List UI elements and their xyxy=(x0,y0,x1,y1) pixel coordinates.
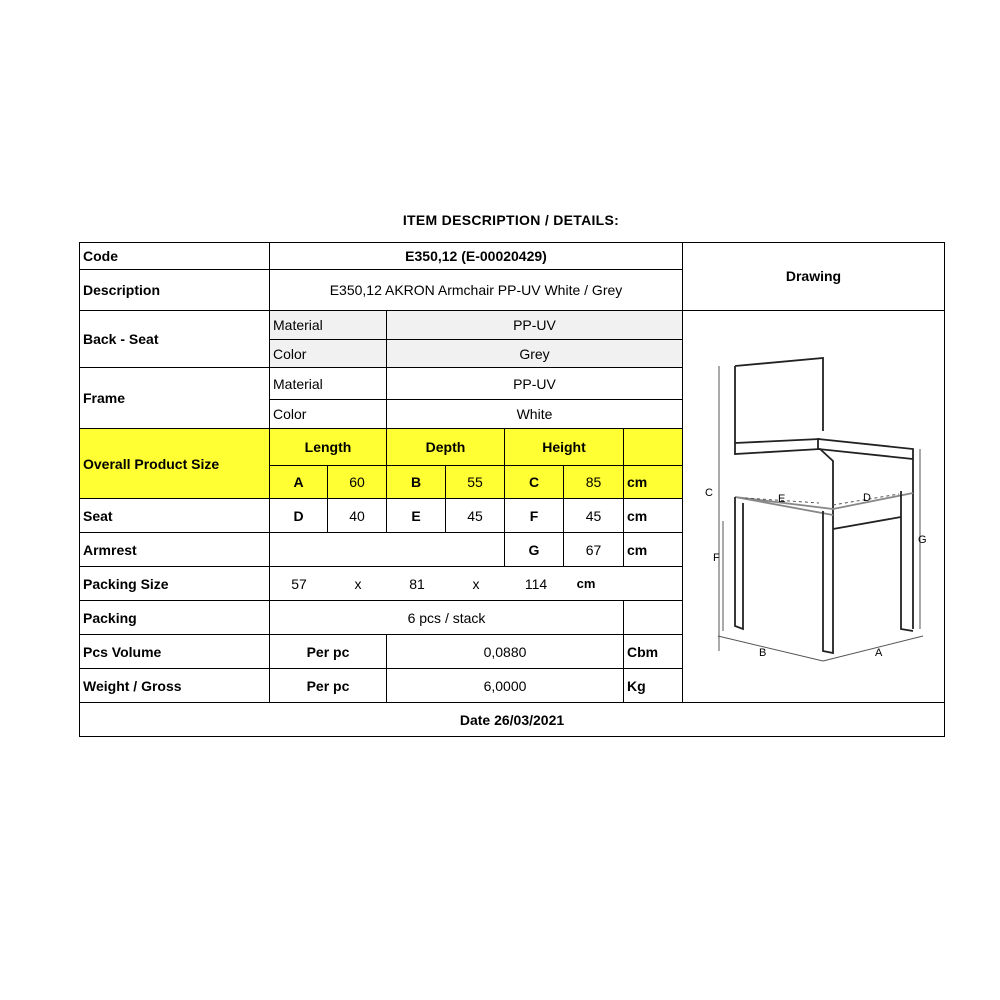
packing-value: 6 pcs / stack xyxy=(270,601,624,635)
pcs-volume-per: Per pc xyxy=(270,635,387,669)
pcs-volume-value: 0,0880 xyxy=(387,635,624,669)
back-seat-color-value: Grey xyxy=(387,340,683,368)
packing-x-1: x xyxy=(354,575,362,592)
code-value: E350,12 (E-00020429) xyxy=(270,243,683,270)
height-label: Height xyxy=(505,429,624,466)
drawing-letter-g: G xyxy=(918,534,927,546)
date-value: Date 26/03/2021 xyxy=(80,703,945,737)
dim-c-label: C xyxy=(505,466,564,499)
dimension-line-b xyxy=(718,636,823,661)
drawing-letter-f: F xyxy=(713,552,720,564)
back-seat-material-row xyxy=(80,311,945,340)
drawing-letter-e: E xyxy=(778,493,786,505)
date-row xyxy=(80,703,945,737)
dim-g-value: 67 xyxy=(564,533,624,567)
description-value: E350,12 AKRON Armchair PP-UV White / Grey xyxy=(270,270,683,311)
dim-b-value: 55 xyxy=(446,466,505,499)
frame-material-label: Material xyxy=(270,368,387,400)
drawing-letter-d: D xyxy=(863,492,871,504)
frame-label: Frame xyxy=(80,368,270,429)
packing-size-values xyxy=(270,567,683,601)
chair-drawing xyxy=(683,311,945,699)
back-right-leg xyxy=(901,491,913,631)
packing-empty-cell xyxy=(624,601,683,635)
frame-color-label: Color xyxy=(270,400,387,429)
overall-size-label: Overall Product Size xyxy=(80,429,270,499)
armrest-empty-cell xyxy=(270,533,505,567)
overall-unit: cm xyxy=(624,466,683,499)
dim-b-label: B xyxy=(387,466,446,499)
dim-a-label: A xyxy=(270,466,328,499)
armrest-unit: cm xyxy=(624,533,683,567)
spec-table xyxy=(79,242,945,737)
left-armrest-outline xyxy=(735,439,833,529)
dim-f-value: 45 xyxy=(564,499,624,533)
dim-d-value: 40 xyxy=(328,499,387,533)
description-label: Description xyxy=(80,270,270,311)
dimension-line-a xyxy=(823,636,923,661)
dim-a-value: 60 xyxy=(328,466,387,499)
drawing-label: Drawing xyxy=(683,243,945,311)
packing-width: 81 xyxy=(409,575,425,592)
armrest-label: Armrest xyxy=(80,533,270,567)
pcs-volume-unit: Cbm xyxy=(624,635,683,669)
weight-per: Per pc xyxy=(270,669,387,703)
packing-x-2: x xyxy=(472,575,480,592)
packing-height: 114 xyxy=(524,575,548,592)
frame-color-value: White xyxy=(387,400,683,429)
packing-size-unit: cm xyxy=(576,576,596,591)
dim-d-label: D xyxy=(270,499,328,533)
seat-unit: cm xyxy=(624,499,683,533)
code-label: Code xyxy=(80,243,270,270)
dim-g-label: G xyxy=(505,533,564,567)
backrest-outline xyxy=(735,358,823,443)
frame-material-value: PP-UV xyxy=(387,368,683,400)
dim-e-value: 45 xyxy=(446,499,505,533)
back-seat-color-label: Color xyxy=(270,340,387,368)
packing-size-label: Packing Size xyxy=(80,567,270,601)
length-label: Length xyxy=(270,429,387,466)
overall-empty-cell xyxy=(624,429,683,466)
spec-sheet xyxy=(79,242,944,732)
document-title: ITEM DESCRIPTION / DETAILS: xyxy=(402,212,620,228)
front-right-leg xyxy=(823,511,833,653)
seat-label: Seat xyxy=(80,499,270,533)
dim-e-label: E xyxy=(387,499,446,533)
packing-length: 57 xyxy=(291,575,307,592)
drawing-cell xyxy=(683,311,945,703)
packing-label: Packing xyxy=(80,601,270,635)
weight-label: Weight / Gross xyxy=(80,669,270,703)
front-left-leg xyxy=(735,497,743,629)
drawing-letter-b: B xyxy=(759,647,767,659)
back-seat-label: Back - Seat xyxy=(80,311,270,368)
back-seat-material-label: Material xyxy=(270,311,387,340)
side-rail xyxy=(833,517,901,529)
weight-unit: Kg xyxy=(624,669,683,703)
depth-label: Depth xyxy=(387,429,505,466)
dim-f-label: F xyxy=(505,499,564,533)
dim-c-value: 85 xyxy=(564,466,624,499)
drawing-letter-c: C xyxy=(705,487,713,499)
back-seat-material-value: PP-UV xyxy=(387,311,683,340)
drawing-letter-a: A xyxy=(875,647,883,659)
pcs-volume-label: Pcs Volume xyxy=(80,635,270,669)
code-row xyxy=(80,243,945,270)
weight-value: 6,0000 xyxy=(387,669,624,703)
